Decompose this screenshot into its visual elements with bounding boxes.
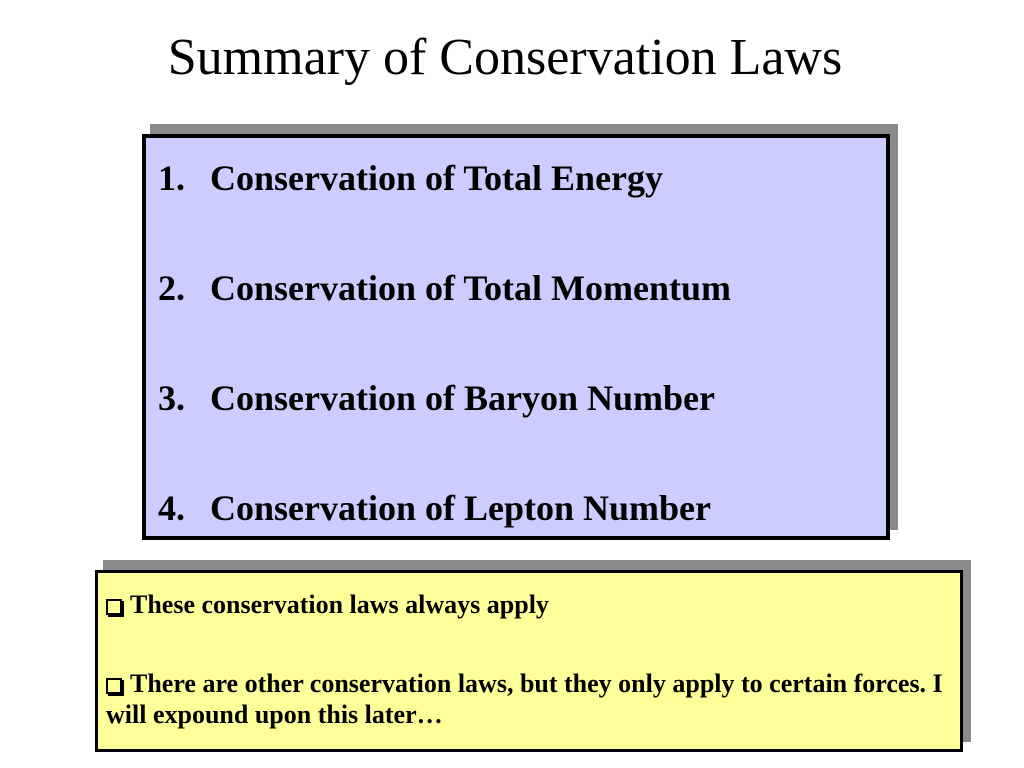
law-number: 2.: [158, 268, 185, 308]
note-text: These conservation laws always apply: [130, 590, 549, 619]
law-number: 1.: [158, 158, 185, 198]
note-text: There are other conservation laws, but they only apply to certain forces. I will expound upon this later…: [106, 669, 943, 729]
law-item: [158, 488, 886, 528]
hollow-square-bullet-icon: [106, 599, 122, 615]
law-text: Conservation of Total Momentum: [210, 268, 731, 308]
laws-box: [142, 134, 890, 540]
note-item: [106, 668, 952, 730]
hollow-square-bullet-icon: [106, 678, 122, 694]
law-number: 4.: [158, 488, 185, 528]
note-item: [106, 589, 952, 620]
law-text: Conservation of Total Energy: [210, 158, 664, 198]
law-number: 3.: [158, 378, 185, 418]
law-item: [158, 268, 886, 308]
law-text: Conservation of Lepton Number: [210, 488, 711, 528]
slide-title: Summary of Conservation Laws: [167, 29, 843, 86]
law-item: [158, 378, 886, 418]
law-text: Conservation of Baryon Number: [210, 378, 715, 418]
law-item: [158, 158, 886, 198]
notes-box: [95, 570, 963, 752]
